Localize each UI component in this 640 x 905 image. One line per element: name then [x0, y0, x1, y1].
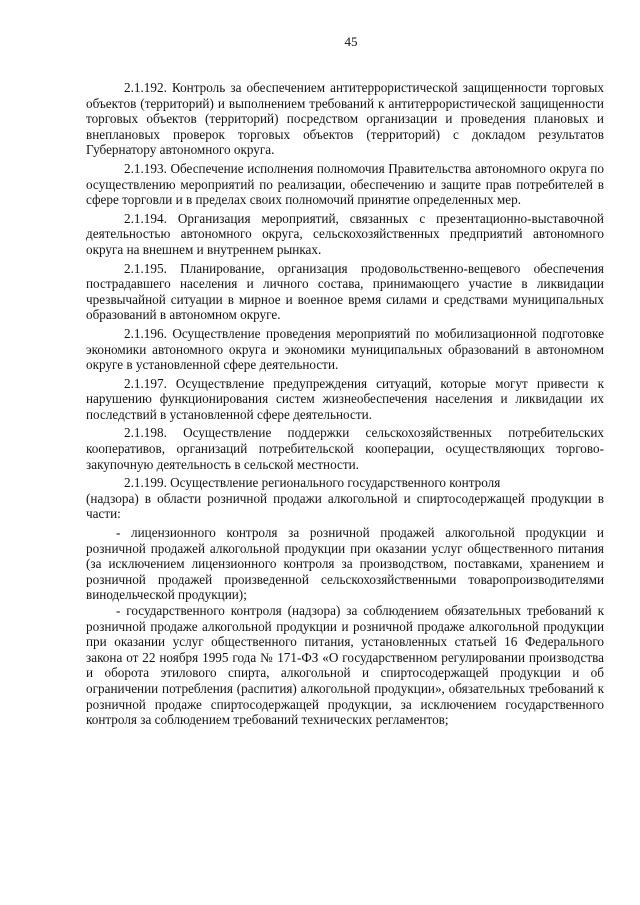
paragraph-2-1-194: 2.1.194. Организация мероприятий, связанных с презентационно-выставочной деятельностью автономного округа, сельскохозяйственных предприятий автономного округа на внешнем и внутреннем рынках.: [86, 210, 604, 257]
paragraph-2-1-199: 2.1.199. Осуществление регионального государственного контроля: [124, 475, 501, 491]
paragraph-2-1-196: 2.1.196. Осуществление проведения мероприятий по мобилизационной подготовке экономики автономного округа и экономики муниципальных образований в автономном округе в установленной сфере деятельности.: [86, 325, 604, 373]
page-number: 45: [344, 34, 358, 49]
paragraph-2-1-193: 2.1.193. Обеспечение исполнения полномочия Правительства автономного округа по осуществлению мероприятий по реализации, обеспечению и защите прав потребителей в сфере торговли и в пределах своих полномочий принятие определенных мер.: [86, 160, 604, 208]
paragraph-2-1-198: 2.1.198. Осуществление поддержки сельскохозяйственных потребительских кооперативов, организаций потребительской кооперации, осуществляющих торгово-закупочную деятельность в сельской местности.: [86, 425, 604, 472]
list-item-state-control: - государственного контроля (надзора) за соблюдением обязательных требований к розничной продаже алкогольной продукции и розничной продаже алкогольной продукции при оказании услуг общественного питания, установленных статьей 16 Федерального закона от 22 ноября 1995 года № 171-ФЗ «О государственном регулировании производства и оборота этилового спирта, алкогольной и спиртосодержащей продукции и об ограничении потребления (распития) алкогольной продукции», обязательных требований к розничной продаже спиртосодержащей продукции, за исключением государственного контроля за соблюдением требований технических регламентов;: [86, 603, 604, 728]
list-item-licensing-control: - лицензионного контроля за розничной продажей алкогольной продукции и розничной продажей алкогольной продукции при оказании услуг общественного питания (за исключением лицензионного контроля за производством, поставками, хранением и розничной продажей произведенной сельскохозяйственными товаропроизводителями винодельческой продукции);: [86, 525, 604, 603]
paragraph-2-1-195: 2.1.195. Планирование, организация продовольственно-вещевого обеспечения пострадавшего населения и личного состава, принимающего участие в ликвидации чрезвычайной ситуации в мирное и военное время силами и средствами муниципальных образований в автономном округе.: [86, 260, 604, 323]
paragraph-2-1-197: 2.1.197. Осуществление предупреждения ситуаций, которые могут привести к нарушению функционирования систем жизнеобеспечения населения и ликвидации их последствий в установленной сфере деятельности.: [86, 375, 604, 422]
paragraph-2-1-199-continuation: (надзора) в области розничной продажи алкогольной и спиртосодержащей продукции в части:: [86, 490, 604, 522]
paragraph-2-1-192: 2.1.192. Контроль за обеспечением антитеррористической защищенности торговых объектов (территорий) и выполнением требований к антитеррористической защищенности торговых объектов (территорий) посредством организации и проведения плановых и внеплановых проверок торговых объектов (территорий) с докладом результатов Губернатору автономного округа.: [86, 80, 604, 158]
